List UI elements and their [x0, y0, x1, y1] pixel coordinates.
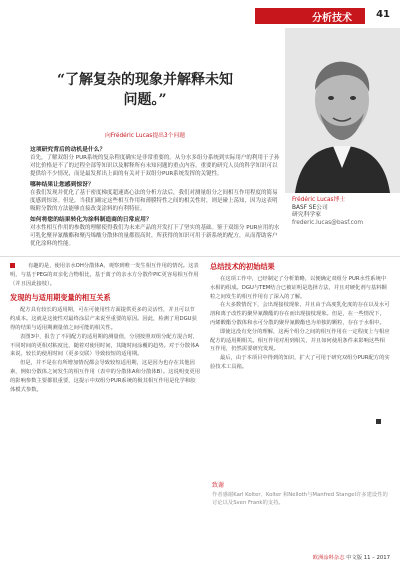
pull-quote: “了解复杂的现象并解释未知问题。” [56, 72, 234, 108]
paragraph: 但是，并不是在有所增加情况都会导致较短适用期，这是因为也存在其他因素，例如分散体之间发生的相互作用（表中的分散体A和分散体B）。这说明变更用的影响参数主要都很重要，这提示中双组分PUR系统的极其相互作用是化学和胶体模式参数。 [10, 360, 201, 393]
portrait-image [285, 28, 400, 193]
answer-2: 在我们发现并优化了基于密度梯度超速离心法的分析方法后，我们对测量组分之间相互作用程度的简易度感到惊讶。但是，当我们确定这些相互作用和薄膜特性之间的相关性时，则是碰上荡知，因为这表明吸附分散的方法能够直接改变涂料的有利特征。 [30, 190, 278, 212]
paragraph: 表图3中，报告了不同配方的适用期的测量值，分别按照双组分配方混合时，不同时间的更相对粘度比，随着对使用时间，其随时间涂覆的趋势。对于分散体A来说，较长的使用时间（更多交联）导致较短的适用期。 [10, 333, 200, 358]
section-title: 分析技术 [312, 13, 352, 24]
paragraph: 即使这没有充分的理解，这两个组分之间的相互作用在一定程度上与相应配方的适用期相关。相互作用对用到相关，并且如何使用条件来影响这些相互作用，仍然需要研究发现。 [210, 328, 390, 353]
paragraph: 在大多数情况下，会出现接枝现象，并且由于高度乳化度的存在以及水可溶和离子改性的聚异氰酸酯的存在而出现接枝现象。但是，在一些情况下，丙烯酸酯分散体和水可分散的聚异氰酸酯也为单独的颗粒，存在于水相中。 [210, 302, 390, 326]
end-marker [376, 419, 381, 424]
question-3: 如何将您的结果转化为涂料制造商的日常应用？ [30, 217, 152, 223]
section-divider [0, 256, 400, 257]
author-company: BASF SE公司 [292, 204, 328, 211]
subheading: 发现的与适用期变量的相互关系 [10, 293, 111, 303]
right-column [210, 262, 390, 372]
author-role: 研究科学家 [292, 212, 321, 218]
question-2: 哪种结果让您感到惊讶？ [30, 182, 94, 188]
author-profile [292, 197, 397, 227]
edition: 中文版 11 – 2017 [346, 555, 390, 561]
author-name: Frédéric Lucas博士 [292, 197, 346, 203]
question-1: 这项研究背后的动机是什么？ [30, 147, 106, 153]
acknowledgement-text: 作者感谢Karl Kolter、Kolter 和Nelloth与Manfred Stangel许多建设性的讨论以及Sven Frank的支持。 [212, 492, 388, 506]
page-number: 41 [376, 9, 390, 20]
answer-3: 对水性相互作用的参数的理解使得我们为未来产品的开发打下了坚实的基础。鉴于双组分 PUR应用的水可乳化聚异氰酸酯和聚丙烯酸分散体的量都很高时，所获得的知识可用于新系统的配方，从而帮助客户优化涂料的性能。 [30, 225, 280, 247]
continue-marker [10, 263, 15, 268]
author-photo [285, 28, 400, 193]
paragraph: 配方具有较长的适用期，可在可使用性方面提供更多的灵活性，并且可以节约成本。这就是这使性对最终涂层产来说至重要的原因。因此，检测了用DGU获得的结果与适用期测量值之间可能的相关性。 [10, 307, 197, 331]
page-footer [313, 553, 390, 561]
paragraph: 在这项工作中，已经制定了分析策略，以便确定双组分 PUR水性系统中水相的组成。DGU与TEM结合已被证明是选择方法，并且对硬化剂与基料颗粒之间发生的相互作用有了深入的了解。 [210, 276, 387, 300]
subheading: 总结技术的初始结果 [210, 262, 275, 271]
paragraph: 有趣的是，使用亲水OH分散体A，观察到唯一发生相互作用的情况。这表明，与基于PEG的双亲化合物相比，基于离子的亲水方分散作PIC更容易相互作用（并且因此接枝）。 [10, 263, 199, 287]
magazine-name: 欧洲涂料杂志 [312, 555, 345, 561]
interview-intro: 向Frédéric Lucas提出3个问题 [104, 133, 186, 139]
answer-1: 首先，了解双组分 PUR系统的复杂程度确实是非常重要的。从分水多组分系统到实际用户的利用于子孙对比价格是不了的过程全部等知识以及解释所有未知问题的重点内容。重要的研究人员的科学知识可以提供给不少情况，而是最发挥出上面的有关对于双组分PUR系统发挥的关键性。 [30, 155, 280, 177]
page-header [0, 0, 400, 28]
acknowledgement-heading: 致谢 [212, 482, 225, 489]
left-column [10, 262, 200, 394]
paragraph: 最后，由于本项目中得到的知识，扩大了可用于研究双组分PUR配方的实验技术工具箱。 [210, 355, 390, 370]
interview-section [30, 143, 280, 248]
author-email[interactable]: frederic.lucas@basf.com [292, 219, 364, 226]
